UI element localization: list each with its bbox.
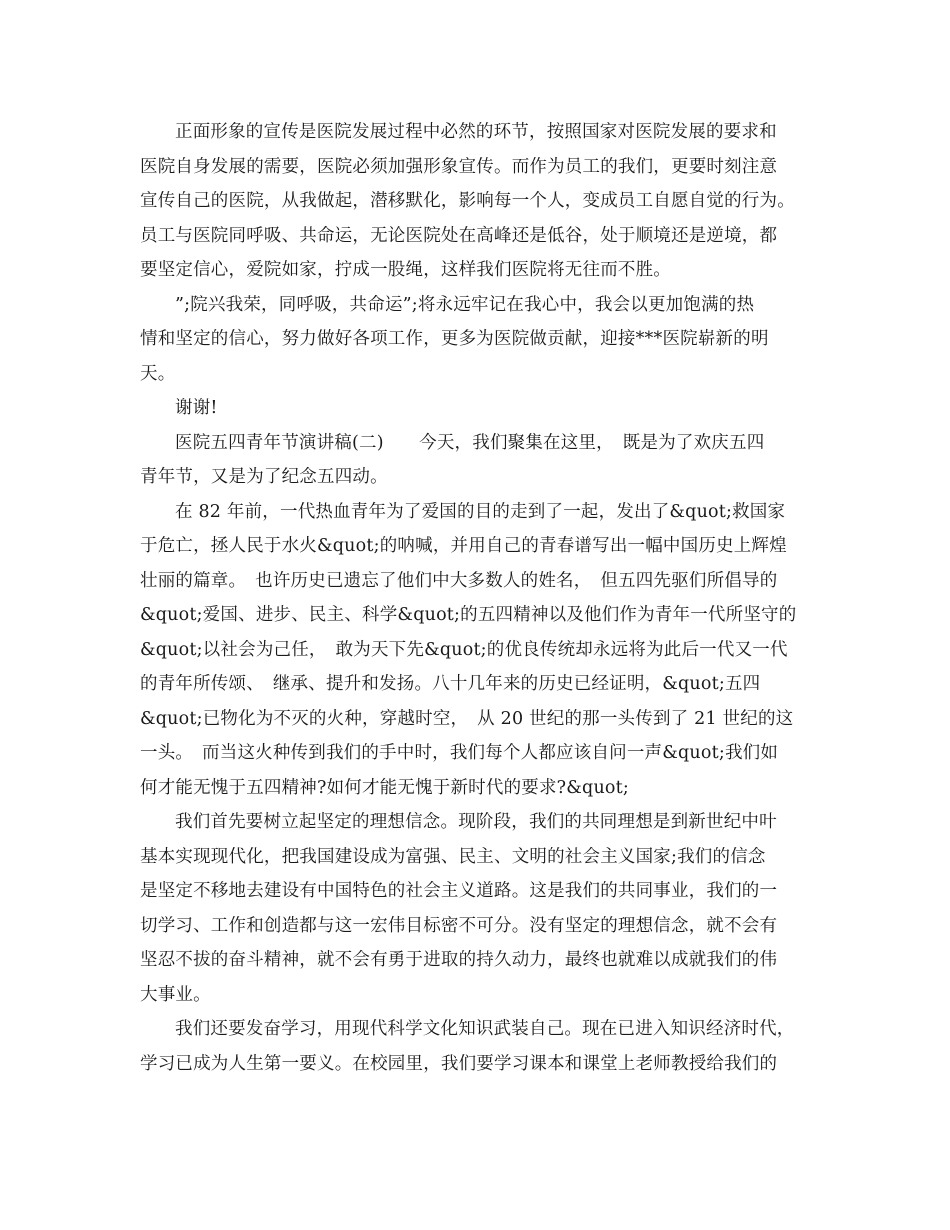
text-line: 我们还要发奋学习，用现代科学文化知识武装自己。现在已进入知识经济时代，	[175, 1019, 795, 1039]
text-line: 基本实现现代化，把我国建设成为富强、民主、文明的社会主义国家;我们的信念	[140, 846, 766, 867]
text-line: 正面形象的宣传是医院发展过程中必然的环节，按照国家对医院发展的要求和	[175, 122, 777, 142]
text-line: 我们首先要树立起坚定的理想信念。现阶段，我们的共同理想是到新世纪中叶	[175, 812, 777, 832]
text-line: 谢谢!	[175, 398, 218, 418]
text-line: 宣传自己的医院，从我做起，潜移默化，影响每一个人，变成员工自愿自觉的行为。	[140, 191, 795, 211]
text-line: ”;院兴我荣，同呼吸，共命运”;将永远牢记在我心中，我会以更加饱满的热	[175, 294, 755, 315]
text-line: 的青年所传颂、 继承、提升和发扬。八十几年来的历史已经证明，&quot;五四	[140, 674, 761, 694]
text-line: 壮丽的篇章。 也许历史已遗忘了他们中大多数人的姓名， 但五四先驱们所倡导的	[140, 570, 778, 591]
text-line: 员工与医院同呼吸、共命运，无论医院处在高峰还是低谷，处于顺境还是逆境，都	[140, 225, 778, 246]
text-line: 切学习、工作和创造都与这一宏伟目标密不可分。没有坚定的理想信念，就不会有	[140, 915, 778, 936]
text-line: 是坚定不移地去建设有中国特色的社会主义道路。这是我们的共同事业，我们的一	[140, 881, 778, 901]
text-line: 青年节，又是为了纪念五四动。	[140, 467, 388, 487]
text-line: &quot;已物化为不灭的火种，穿越时空， 从 20 世纪的那一头传到了 21 世纪的这	[140, 708, 794, 729]
text-line: 医院五四青年节演讲稿(二) 今天，我们聚集在这里， 既是为了欢庆五四	[175, 432, 765, 453]
text-line: &quot;以社会为己任， 敢为天下先&quot;的优良传统却永远将为此后一代又一代	[140, 639, 788, 660]
text-line: 于危亡，拯人民于水火&quot;的呐喊，并用自己的青春谱写出一幅中国历史上辉煌	[140, 536, 787, 556]
text-line: 在 82 年前，一代热血青年为了爱国的目的走到了一起，发出了&quot;救国家	[175, 501, 786, 522]
text-line: &quot;爱国、进步、民主、科学&quot;的五四精神以及他们作为青年一代所坚守的	[140, 605, 797, 625]
text-line: 何才能无愧于五四精神?如何才能无愧于新时代的要求?&quot;	[140, 777, 629, 798]
text-line: 医院自身发展的需要，医院必须加强形象宣传。而作为员工的我们，更要时刻注意	[140, 156, 778, 177]
text-line: 一头。 而当这火种传到我们的手中时，我们每个人都应该自问一声&quot;我们如	[140, 743, 779, 763]
text-line: 天。	[140, 363, 176, 384]
text-line: 大事业。	[140, 984, 211, 1005]
document-body	[140, 115, 830, 1081]
text-line: 要坚定信心，爱院如家，拧成一股绳，这样我们医院将无往而不胜。	[140, 260, 671, 280]
text-line: 坚忍不拔的奋斗精神，就不会有勇于进取的持久动力，最终也就难以成就我们的伟	[140, 950, 778, 970]
text-line: 情和坚定的信心，努力做好各项工作，更多为医院做贡献，迎接***医院崭新的明	[140, 329, 769, 349]
text-line: 学习已成为人生第一要义。在校园里，我们要学习课本和课堂上老师教授给我们的	[140, 1053, 778, 1074]
